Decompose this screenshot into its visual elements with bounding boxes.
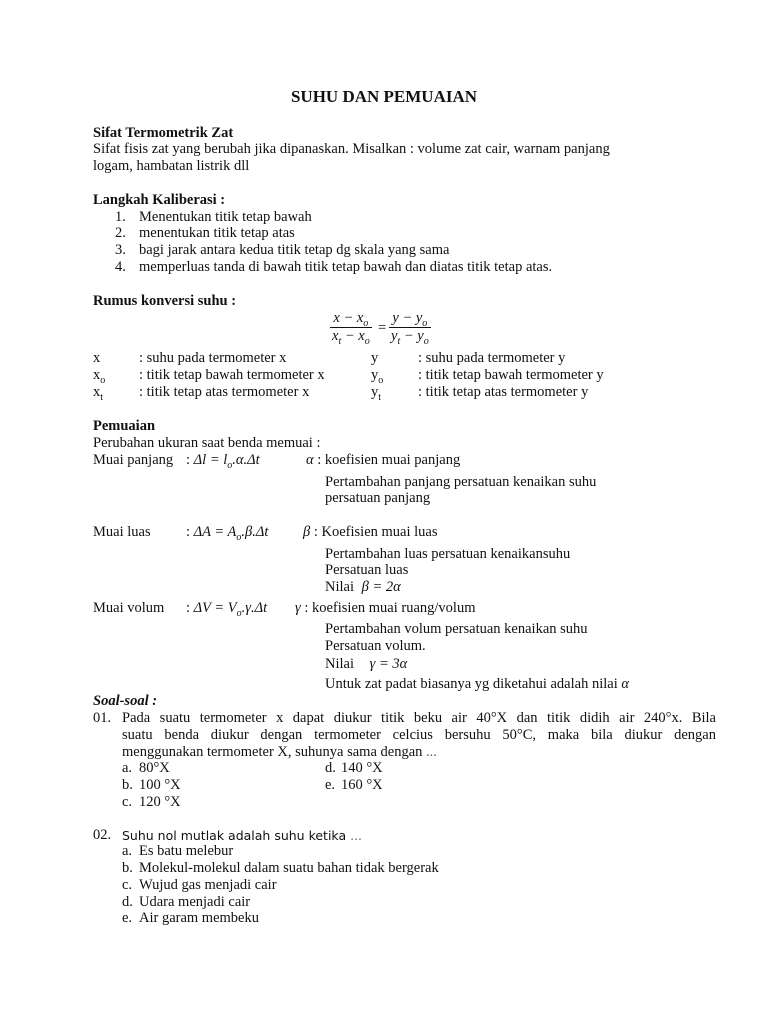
def-symbol: $y_t$ [371,384,382,403]
pemuaian-heading: Pemuaian [93,418,156,434]
option-key: a. [122,843,133,859]
muai-volum-note: Untuk zat padat biasanya yg diketahui adalah nilai α [325,676,629,692]
option-key: d. [122,894,133,910]
option-key: b. [122,860,133,876]
sifat-line-1: Sifat fisis zat yang berubah jika dipanaskan. Misalkan : volume zat cair, warnam panjang [93,141,610,157]
muai-luas-label: Muai luas [93,524,151,540]
rumus-heading: Rumus konversi suhu : [93,293,237,309]
option-text: Wujud gas menjadi cair [139,877,277,893]
question-text: Suhu nol mutlak adalah suhu ketika ... [122,828,363,843]
muai-volum-label: Muai volum [93,600,165,616]
list-item-number: 3. [115,242,126,258]
option-text: 120 °X [139,794,181,810]
option-text: 80°X [139,760,170,776]
muai-panjang-desc-1: Pertambahan panjang persatuan kenaikan suhu [325,474,597,490]
option-text: 140 °X [341,760,383,776]
option-key: e. [122,910,133,926]
sifat-line-2: logam, hambatan listrik dll [93,158,250,174]
muai-volum-desc-1: Pertambahan volum persatuan kenaikan suhu [325,621,588,637]
muai-luas-coef: β : Koefisien muai luas [303,524,438,540]
option-text: Air garam membeku [139,910,259,926]
list-item: bagi jarak antara kedua titik tetap dg skala yang sama [139,242,450,258]
option-key: a. [122,760,133,776]
def-symbol: $x_o$ [93,367,106,386]
question-number: 02. [93,827,112,843]
option-key: d. [325,760,336,776]
option-text: Udara menjadi cair [139,894,251,910]
def-symbol: $x_t$ [93,384,104,403]
list-item-number: 4. [115,259,126,275]
muai-volum-nilai: Nilai γ = 3α [325,656,408,672]
formula-fraction-y: $\frac{y - y_o}{y_t - y_o}$ [391,310,429,347]
muai-luas-desc-2: Persatuan luas [325,562,409,578]
soal-heading: Soal-soal : [93,693,158,709]
option-key: e. [325,777,336,793]
def-text: : titik tetap atas termometer y [418,384,589,400]
list-item-number: 2. [115,225,126,241]
list-item: memperluas tanda di bawah titik tetap bawah dan diatas titik tetap atas. [139,259,553,275]
def-symbol: y [371,350,379,366]
option-key: c. [122,877,133,893]
muai-panjang-label: Muai panjang [93,452,174,468]
list-item-number: 1. [115,209,126,225]
muai-volum-coef: γ : koefisien muai ruang/volum [295,600,476,616]
muai-panjang-formula: : $\Delta l = l_o.\alpha.\Delta t$ [186,452,260,471]
page-title: SUHU DAN PEMUAIAN [290,87,478,106]
formula-fraction-x: $\frac{x - x_o}{x_t - x_o}$ [332,310,370,347]
option-text: 100 °X [139,777,181,793]
sifat-heading: Sifat Termometrik Zat [93,125,234,141]
muai-panjang-coef: α : koefisien muai panjang [306,452,461,468]
def-text: : suhu pada termometer y [418,350,566,366]
list-item: menentukan titik tetap atas [139,225,295,241]
def-text: : titik tetap atas termometer x [139,384,310,400]
muai-luas-nilai: Nilai β = 2α [325,579,401,595]
def-symbol: $y_o$ [371,367,384,386]
muai-volum-formula: : $\Delta V = V_o.\gamma.\Delta t$ [186,600,268,619]
option-key: b. [122,777,133,793]
question-number: 01. [93,710,112,726]
muai-luas-desc-1: Pertambahan luas persatuan kenaikansuhu [325,546,571,562]
muai-panjang-desc-2: persatuan panjang [325,490,431,506]
formula-equals: = [378,320,387,336]
list-item: Menentukan titik tetap bawah [139,209,312,225]
question-line-2: suatu benda diukur dengan termometer celcius bersuhu 50°C, maka bila diukur dengan [122,727,716,743]
def-text: : titik tetap bawah termometer y [418,367,604,383]
option-text: Es batu melebur [139,843,234,859]
muai-luas-formula: : $\Delta A = A_o.\beta.\Delta t$ [186,524,269,543]
option-text: 160 °X [341,777,383,793]
def-text: : suhu pada termometer x [139,350,287,366]
def-text: : titik tetap bawah termometer x [139,367,325,383]
kalibrasi-heading: Langkah Kaliberasi : [93,192,226,208]
def-symbol: x [93,350,101,366]
option-text: Molekul-molekul dalam suatu bahan tidak bergerak [139,860,439,876]
question-line-3: menggunakan termometer X, suhunya sama dengan ... [122,744,437,760]
option-key: c. [122,794,133,810]
muai-volum-desc-2: Persatuan volum. [325,638,426,654]
question-line-1: Pada suatu termometer x dapat diukur titik beku air 40°X dan titik didih air 240°x. Bila [122,710,716,726]
pemuaian-intro: Perubahan ukuran saat benda memuai : [93,435,321,451]
